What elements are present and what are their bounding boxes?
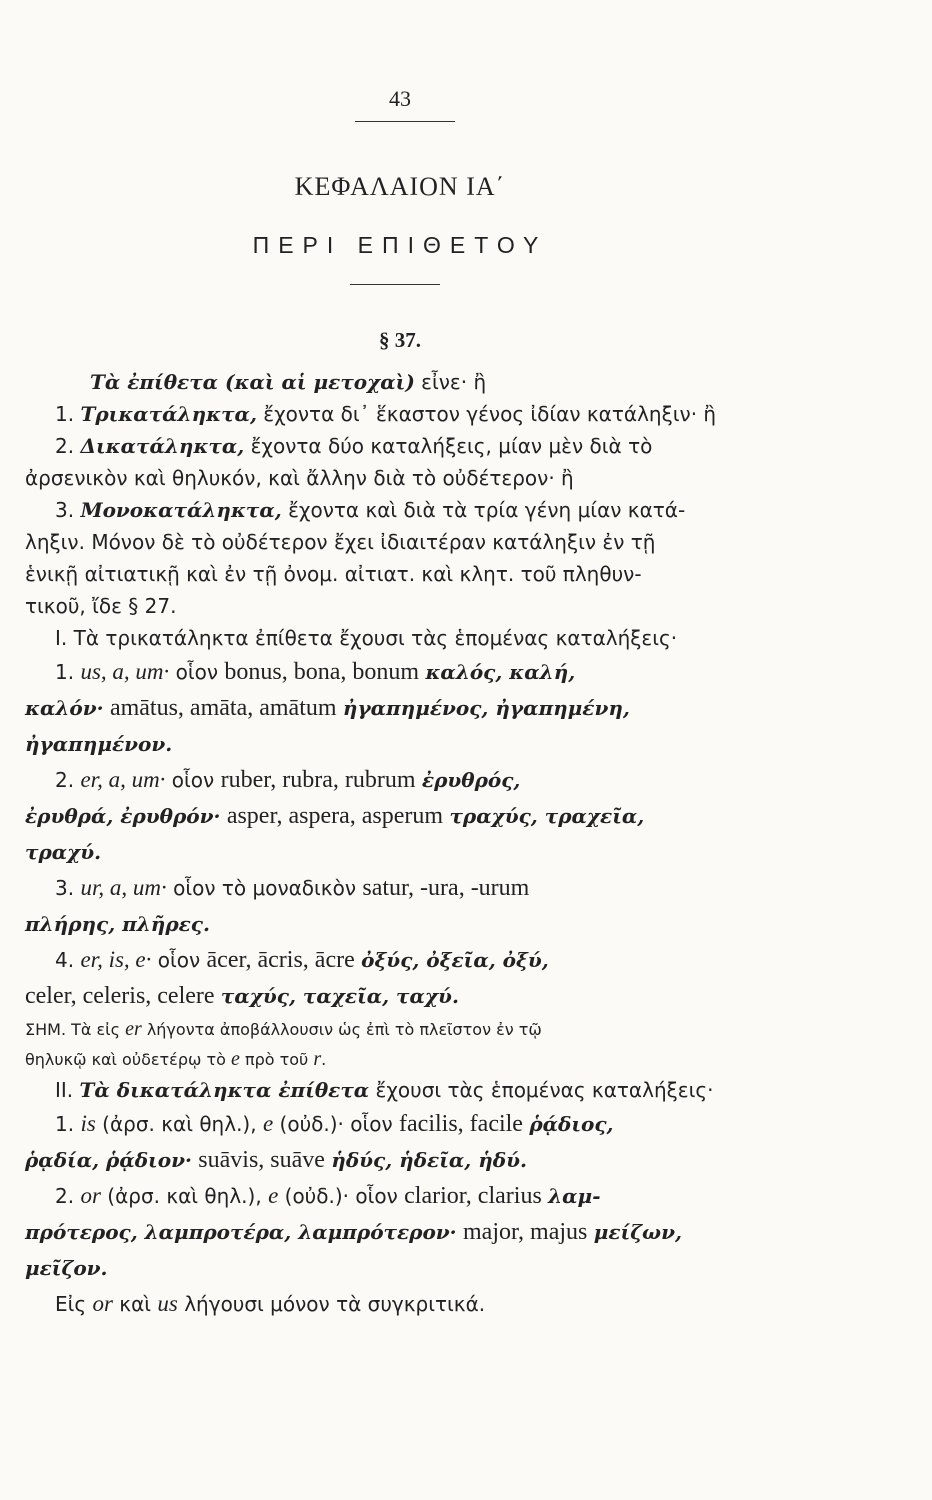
- latin-example: asper, aspera, asperum: [226, 803, 444, 829]
- greek-translation: ἡδύς, ἡδεῖα, ἡδύ.: [331, 1148, 527, 1172]
- text-line: [25, 690, 745, 726]
- latin-ending: e: [262, 1111, 274, 1136]
- latin-ending: er, is, e·: [80, 947, 152, 972]
- text-line: [25, 726, 745, 762]
- text-run: (οὐδ.)· οἷον: [278, 1184, 405, 1208]
- text-line: [25, 834, 745, 870]
- text-run: (οὐδ.)· οἷον: [273, 1112, 400, 1136]
- greek-translation: πλήρης, πλῆρες.: [25, 912, 210, 936]
- greek-translation: λαμ-: [548, 1184, 601, 1208]
- text-run: εἶνε· ἢ: [414, 370, 487, 394]
- text-run: καὶ: [112, 1292, 158, 1316]
- greek-translation: τραχύ.: [25, 840, 102, 864]
- latin-example: bonus, bona, bonum: [224, 659, 420, 685]
- text-line: [25, 1074, 745, 1106]
- text-line: [25, 906, 745, 942]
- text-run: ἔχοντα καὶ διὰ τὰ τρία γένη μίαν κατά-: [281, 498, 686, 522]
- greek-translation: ῥᾳδία, ῥᾴδιον·: [25, 1148, 192, 1172]
- term: Τρικατάληκτα,: [80, 402, 257, 426]
- text-line: [25, 870, 745, 906]
- latin-example: amātus, amāta, amātum: [109, 695, 337, 721]
- text-line: [25, 1250, 745, 1286]
- text-run: ἔχοντα δύο καταλήξεις, μίαν μὲν διὰ τὸ: [244, 434, 653, 458]
- latin-example: ruber, rubra, rubrum: [220, 767, 416, 793]
- text-line: [25, 622, 745, 654]
- term: Τὰ δικατάληκτα ἐπίθετα: [79, 1078, 370, 1102]
- greek-translation: ἐρυθρά, ἐρυθρόν·: [25, 804, 221, 828]
- latin-ending: or: [80, 1183, 101, 1208]
- title-rule: [350, 284, 440, 285]
- latin-ending: e: [268, 1183, 279, 1208]
- text-line: [25, 526, 745, 558]
- item-number: 3.: [55, 876, 81, 900]
- text-line: [25, 654, 745, 690]
- greek-translation: ταχύς, ταχεῖα, ταχύ.: [220, 984, 459, 1008]
- latin-example: suāvis, suāve: [198, 1147, 325, 1173]
- text-run: οἷον: [169, 660, 225, 684]
- latin-example: facilis, facile: [399, 1111, 523, 1137]
- text-run: ΣΗΜ. Τὰ εἰς: [25, 1020, 126, 1039]
- text-line: [25, 462, 745, 494]
- latin-example: ācer, ācris, ācre: [206, 947, 355, 973]
- text-line: [25, 978, 745, 1014]
- latin-ending: us, a, um·: [80, 659, 170, 684]
- text-run: οἷον: [165, 768, 221, 792]
- text-run: οἷον: [151, 948, 207, 972]
- text-line: [25, 1178, 745, 1214]
- latin-example: celer, celeris, celere: [25, 983, 215, 1009]
- note-line: θηλυκῷ καὶ οὐδετέρῳ τὸ e πρὸ τοῦ r.: [25, 1048, 327, 1070]
- greek-translation: ἠγαπημένον.: [25, 732, 173, 756]
- latin-ending: is: [80, 1111, 96, 1136]
- text-run: ἔχοντα δι᾽ ἕκαστον γένος ἰδίαν κατάληξιν· ἢ: [256, 402, 717, 426]
- latin-letter: r: [313, 1048, 322, 1070]
- page-number: 43: [389, 86, 411, 111]
- latin-ending: or: [92, 1291, 113, 1316]
- item-number: 1.: [55, 660, 81, 684]
- item-number: 3.: [55, 498, 81, 522]
- greek-translation: ὀξύς, ὀξεῖα, ὀξύ,: [361, 948, 549, 972]
- latin-example: clarior, clarius: [404, 1183, 542, 1209]
- text-run: (ἀρσ. καὶ θηλ.),: [100, 1184, 269, 1208]
- text-line: [25, 398, 745, 430]
- term: Δικατάληκτα,: [80, 434, 245, 458]
- text-line: [25, 762, 745, 798]
- item-number: ΙΙ.: [55, 1078, 80, 1102]
- page-body: [25, 366, 745, 1322]
- latin-ending: er, a, um·: [80, 767, 166, 792]
- item-number: 1.: [55, 402, 81, 426]
- text-line: [25, 366, 745, 398]
- section-number: § 37.: [379, 328, 421, 352]
- text-run: Εἰς: [55, 1292, 93, 1316]
- item-number: 1.: [55, 1112, 81, 1136]
- text-run: ἑνικῇ αἰτιατικῇ καὶ ἐν τῇ ὀνομ. αἰτιατ. καὶ κλητ. τοῦ πληθυν-: [25, 562, 642, 586]
- text-run: λήγουσι μόνον τὰ συγκριτικά.: [177, 1292, 486, 1316]
- text-run: ληξιν. Μόνον δὲ τὸ οὐδέτερον ἔχει ἰδιαιτέραν κατάληξιν ἐν τῇ: [25, 530, 656, 554]
- greek-translation: μεῖζον.: [25, 1256, 108, 1280]
- latin-ending: ur, a, um·: [80, 875, 167, 900]
- latin-ending: us: [157, 1291, 178, 1316]
- text-run: Ι. Τὰ τρικατάληκτα ἐπίθετα ἔχουσι τὰς ἑπομένας καταλήξεις·: [55, 626, 678, 650]
- greek-translation: ἐρυθρός,: [421, 768, 521, 792]
- text-line: [25, 798, 745, 834]
- text-run: οἷον τὸ μοναδικὸν: [166, 876, 363, 900]
- item-number: 2.: [55, 1184, 81, 1208]
- text-line: [25, 430, 745, 462]
- latin-example: satur, -ura, -urum: [362, 875, 530, 901]
- text-line: [25, 1142, 745, 1178]
- text-line: [25, 942, 745, 978]
- text-run: θηλυκῷ καὶ οὐδετέρῳ τὸ: [25, 1050, 231, 1069]
- text-run: ἔχουσι τὰς ἑπομένας καταλήξεις·: [369, 1078, 714, 1102]
- greek-translation: ἠγαπημένος, ἠγαπημένη,: [342, 696, 630, 720]
- text-run: λήγοντα ἀποβάλλουσιν ὡς ἐπὶ τὸ πλεῖστον ἐν τῷ: [141, 1020, 542, 1039]
- chapter-heading: ΚΕΦΑΛΑΙΟΝ ΙΑ΄: [294, 172, 506, 201]
- chapter-title: ΠΕΡΙ ΕΠΙΘΕΤΟΥ: [252, 232, 548, 258]
- item-number: 2.: [55, 768, 81, 792]
- text-line: [25, 590, 745, 622]
- text-run: (ἀρσ. καὶ θηλ.),: [95, 1112, 263, 1136]
- latin-letter: e: [230, 1048, 240, 1070]
- text-line: [25, 494, 745, 526]
- greek-translation: πρότερος, λαμπροτέρα, λαμπρότερον·: [25, 1220, 457, 1244]
- greek-translation: καλόν·: [25, 696, 104, 720]
- text-line: [25, 558, 745, 590]
- latin-example: major, majus: [463, 1219, 588, 1245]
- text-run: τικοῦ, ἴδε § 27.: [25, 594, 177, 618]
- item-number: 4.: [55, 948, 81, 972]
- item-number: 2.: [55, 434, 81, 458]
- greek-translation: καλός, καλή,: [425, 660, 576, 684]
- term: Μονοκατάληκτα,: [80, 498, 282, 522]
- text-line: [25, 1214, 745, 1250]
- text-run: πρὸ τοῦ: [239, 1050, 314, 1069]
- greek-translation: τραχύς, τραχεῖα,: [449, 804, 645, 828]
- note-line: [25, 1014, 745, 1044]
- top-rule: [355, 121, 455, 122]
- greek-translation: μείζων,: [593, 1220, 682, 1244]
- text-line: [25, 1286, 745, 1322]
- text-italic: Τὰ ἐπίθετα (καὶ αἱ μετοχαὶ): [90, 370, 415, 394]
- text-run: ἀρσενικὸν καὶ θηλυκόν, καὶ ἄλλην διὰ τὸ οὐδέτερον· ἢ: [25, 466, 574, 490]
- latin-ending: er: [125, 1018, 142, 1040]
- greek-translation: ῥᾴδιος,: [529, 1112, 614, 1136]
- text-line: [25, 1106, 745, 1142]
